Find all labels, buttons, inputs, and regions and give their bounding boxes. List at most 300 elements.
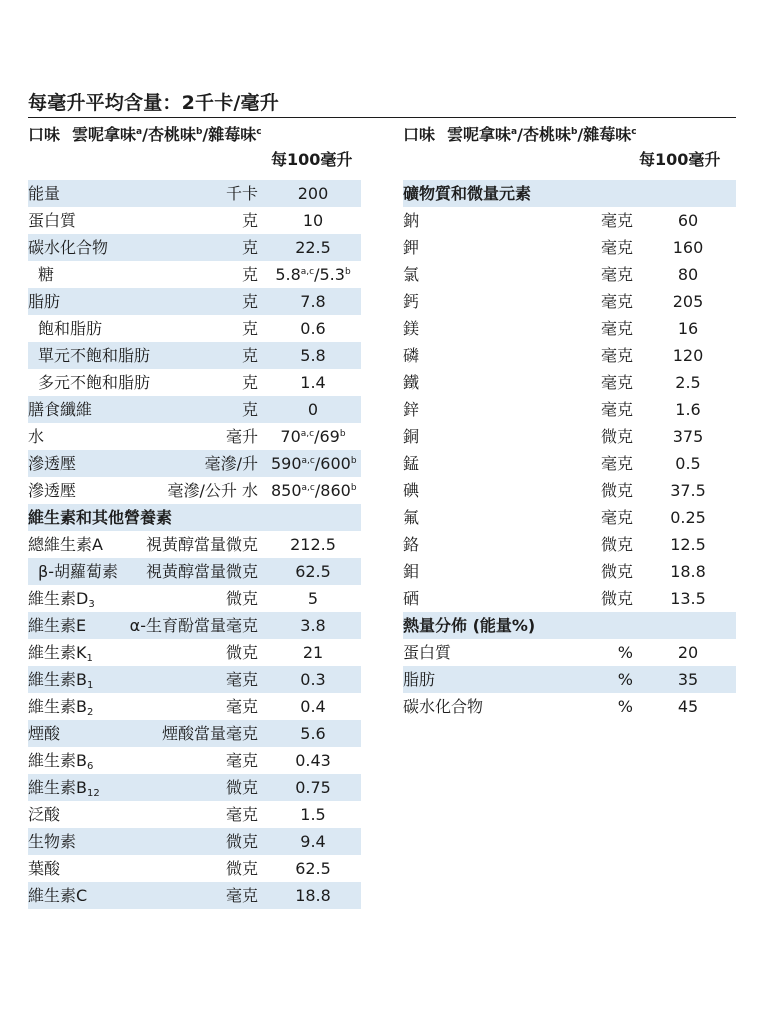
nutrient-row <box>28 855 361 882</box>
nutrient-value <box>646 531 730 558</box>
nutrient-name: 鈣 <box>403 292 420 311</box>
nutrient-value <box>271 261 355 288</box>
nutrient-label <box>403 288 419 315</box>
value-main: 1.5 <box>300 805 326 824</box>
value-footnote-b: b <box>344 267 351 277</box>
value-main: 375 <box>672 427 704 446</box>
nutrient-name: 氯 <box>403 265 420 284</box>
nutrient-name: 鉬 <box>403 562 420 581</box>
nutrient-value <box>646 288 730 315</box>
nutrient-name: 碳水化合物 <box>403 697 484 716</box>
nutrient-value <box>646 450 730 477</box>
nutrient-value <box>646 261 730 288</box>
nutrient-label <box>28 207 76 234</box>
nutrient-label <box>28 585 95 612</box>
value-main: 62.5 <box>295 562 331 581</box>
value-main: 0.43 <box>295 751 331 770</box>
nutrient-label <box>28 855 60 882</box>
nutrient-row <box>403 477 736 504</box>
nutrient-value <box>271 423 355 450</box>
nutrient-unit: 毫克 <box>225 751 258 770</box>
nutrient-row <box>403 315 736 342</box>
nutrient-value <box>271 180 355 207</box>
flavour-sup-b: b <box>570 127 578 137</box>
section-header-row <box>403 180 736 207</box>
nutrient-row <box>28 207 361 234</box>
nutrient-label <box>403 423 419 450</box>
nutrient-row <box>28 720 361 747</box>
nutrient-name: 硒 <box>403 589 420 608</box>
nutrient-label <box>403 477 419 504</box>
nutrient-subscript: 12 <box>86 788 100 799</box>
per-100ml-header: 每100毫升 <box>271 150 353 169</box>
nutrient-name: 維生素和其他營養素 <box>28 508 173 527</box>
nutrient-value <box>646 234 730 261</box>
nutrient-value <box>271 531 355 558</box>
nutrient-unit: 克 <box>241 211 258 230</box>
nutrient-row <box>28 558 361 585</box>
nutrient-row <box>28 693 361 720</box>
nutrient-row <box>28 774 361 801</box>
left-rows <box>28 180 361 909</box>
nutrient-unit: 微克 <box>600 562 633 581</box>
nutrient-value <box>271 828 355 855</box>
nutrient-value <box>271 288 355 315</box>
right-rows <box>403 180 736 720</box>
flavour-prefix: 口味 <box>403 125 436 144</box>
nutrient-label <box>403 558 419 585</box>
nutrient-name: 維生素B <box>28 697 87 716</box>
value-footnote-a-c: a,c <box>301 456 315 466</box>
nutrient-label <box>28 477 76 504</box>
nutrient-unit: 微克 <box>600 481 633 500</box>
nutrient-unit: 視黃醇當量微克 <box>145 562 258 581</box>
flavour-apricot: /杏桃味 <box>142 125 196 144</box>
nutrient-subscript: 6 <box>86 761 94 772</box>
nutrient-row <box>28 315 361 342</box>
nutrient-row <box>403 639 736 666</box>
value-main: 0.5 <box>675 454 701 473</box>
nutrient-label <box>403 504 419 531</box>
value-main: 0.3 <box>300 670 326 689</box>
nutrient-unit: 微克 <box>600 535 633 554</box>
nutrient-name: 熱量分佈 (能量%) <box>403 616 536 635</box>
nutrient-unit: 克 <box>241 319 258 338</box>
nutrient-label <box>28 288 60 315</box>
nutrient-name: 鈉 <box>403 211 420 230</box>
flavour-sup-c: c <box>631 127 637 137</box>
nutrient-label <box>28 801 60 828</box>
nutrient-name: 錳 <box>403 454 420 473</box>
nutrient-value <box>646 666 730 693</box>
value-main: 9.4 <box>300 832 326 851</box>
nutrient-label <box>403 612 535 639</box>
nutrient-name: 維生素K <box>28 643 87 662</box>
value-footnote-a-c: a,c <box>301 483 315 493</box>
value-alt: /600 <box>314 454 351 473</box>
nutrient-row <box>28 369 361 396</box>
nutrient-value <box>646 477 730 504</box>
nutrient-unit: 毫克 <box>600 238 633 257</box>
value-main: 5 <box>307 589 319 608</box>
nutrient-name: 能量 <box>28 184 61 203</box>
value-alt: /860 <box>314 481 351 500</box>
nutrient-unit: 微克 <box>600 589 633 608</box>
nutrient-label <box>28 423 44 450</box>
nutrient-label <box>28 612 86 639</box>
value-main: 160 <box>672 238 704 257</box>
value-main: 120 <box>672 346 704 365</box>
nutrient-name: 銅 <box>403 427 420 446</box>
nutrient-unit: % <box>617 643 633 662</box>
nutrient-unit: 毫克 <box>600 319 633 338</box>
nutrient-subscript: 2 <box>86 707 94 718</box>
nutrient-value <box>271 774 355 801</box>
nutrient-label <box>28 720 60 747</box>
nutrient-row <box>403 396 736 423</box>
nutrient-name: 維生素E <box>28 616 87 635</box>
value-footnote-b: b <box>350 456 357 466</box>
value-main: 200 <box>297 184 329 203</box>
nutrient-unit: % <box>617 697 633 716</box>
nutrient-value <box>646 693 730 720</box>
nutrient-name: 總維生素A <box>28 535 103 554</box>
nutrient-row <box>28 234 361 261</box>
nutrient-unit: 毫克 <box>600 400 633 419</box>
nutrient-label <box>28 504 172 531</box>
nutrient-name: 鋅 <box>403 400 420 419</box>
nutrient-row <box>28 585 361 612</box>
value-main: 2.5 <box>675 373 701 392</box>
nutrient-unit: 視黃醇當量微克 <box>145 535 258 554</box>
nutrient-row <box>28 747 361 774</box>
per-100ml-header: 每100毫升 <box>639 150 721 169</box>
nutrient-value <box>646 639 730 666</box>
nutrient-value <box>271 666 355 693</box>
nutrient-label <box>403 234 419 261</box>
page-title: 每毫升平均含量：2千卡/毫升 <box>28 92 279 114</box>
nutrient-label <box>403 261 419 288</box>
value-main: 22.5 <box>295 238 331 257</box>
value-main: 21 <box>302 643 324 662</box>
nutrient-name: 滲透壓 <box>28 481 77 500</box>
value-main: 5.8 <box>300 346 326 365</box>
nutrient-name: 鐵 <box>403 373 420 392</box>
nutrient-name: 糖 <box>38 265 55 284</box>
nutrient-label <box>403 666 435 693</box>
nutrient-value <box>646 585 730 612</box>
nutrient-label <box>28 828 76 855</box>
nutrient-name: 泛酸 <box>28 805 61 824</box>
nutrient-name: 生物素 <box>28 832 77 851</box>
nutrient-unit: 克 <box>241 292 258 311</box>
nutrient-label <box>38 558 118 585</box>
nutrient-name: 維生素B <box>28 778 87 797</box>
value-main: 0.6 <box>300 319 326 338</box>
nutrient-row <box>403 369 736 396</box>
nutrient-row <box>28 423 361 450</box>
nutrient-value <box>646 423 730 450</box>
nutrient-row <box>28 639 361 666</box>
nutrient-label <box>403 180 531 207</box>
nutrient-unit: 克 <box>241 373 258 392</box>
value-main: 0.4 <box>300 697 326 716</box>
nutrient-row <box>28 801 361 828</box>
value-main: 850 <box>271 481 302 500</box>
value-main: 7.8 <box>300 292 326 311</box>
nutrient-row <box>403 504 736 531</box>
nutrient-label <box>403 639 451 666</box>
value-main: 13.5 <box>670 589 706 608</box>
right-table <box>403 122 736 720</box>
nutrient-name: 碘 <box>403 481 420 500</box>
nutrient-name: 滲透壓 <box>28 454 77 473</box>
nutrient-unit: 毫克 <box>600 265 633 284</box>
nutrient-label <box>28 693 93 720</box>
nutrient-row <box>28 396 361 423</box>
nutrient-label <box>403 450 419 477</box>
nutrient-name: 脂肪 <box>28 292 61 311</box>
nutrient-name: 葉酸 <box>28 859 61 878</box>
nutrient-label <box>403 369 419 396</box>
value-main: 20 <box>677 643 699 662</box>
nutrient-row <box>28 450 361 477</box>
nutrient-row <box>28 477 361 504</box>
nutrient-unit: 毫克 <box>225 805 258 824</box>
nutrient-unit: 毫升 <box>225 427 258 446</box>
nutrient-value <box>646 342 730 369</box>
value-main: 62.5 <box>295 859 331 878</box>
nutrient-row <box>403 585 736 612</box>
value-main: 12.5 <box>670 535 706 554</box>
nutrient-unit: 微克 <box>225 859 258 878</box>
nutrient-value <box>271 369 355 396</box>
value-main: 590 <box>271 454 302 473</box>
value-footnote-a-c: a,c <box>300 267 315 277</box>
nutrient-value <box>271 558 355 585</box>
nutrient-label <box>403 207 419 234</box>
nutrient-unit: 毫滲/升 <box>204 454 258 473</box>
nutrient-name: 脂肪 <box>403 670 436 689</box>
value-main: 0 <box>307 400 319 419</box>
nutrient-unit: 毫克 <box>600 346 633 365</box>
nutrient-row <box>403 207 736 234</box>
value-main: 1.4 <box>300 373 326 392</box>
value-main: 80 <box>677 265 699 284</box>
nutrient-row <box>403 261 736 288</box>
flavour-sup-a: a <box>136 127 143 137</box>
nutrient-value <box>646 504 730 531</box>
nutrient-name: 氟 <box>403 508 420 527</box>
nutrient-label <box>28 531 103 558</box>
title-divider <box>28 117 736 118</box>
nutrient-row <box>403 531 736 558</box>
nutrient-name: 單元不飽和脂肪 <box>38 346 151 365</box>
nutrient-unit: 毫克 <box>225 670 258 689</box>
value-main: 35 <box>677 670 699 689</box>
nutrient-name: 碳水化合物 <box>28 238 109 257</box>
nutrient-unit: 毫克 <box>600 508 633 527</box>
nutrient-unit: 微克 <box>225 778 258 797</box>
nutrient-name: 膳食纖維 <box>28 400 93 419</box>
nutrient-unit: 毫克 <box>600 373 633 392</box>
flavour-vanilla: 雲呢拿味 <box>72 125 137 144</box>
nutrient-name: 鉀 <box>403 238 420 257</box>
nutrient-row <box>28 261 361 288</box>
nutrient-name: 鉻 <box>403 535 420 554</box>
nutrient-name: 水 <box>28 427 45 446</box>
nutrient-unit: 毫克 <box>600 211 633 230</box>
nutrient-label <box>28 666 93 693</box>
nutrient-unit: 煙酸當量毫克 <box>161 724 258 743</box>
value-main: 45 <box>677 697 699 716</box>
nutrient-value <box>271 315 355 342</box>
nutrient-value <box>271 450 355 477</box>
nutrient-name: 蛋白質 <box>28 211 77 230</box>
nutrient-row <box>403 450 736 477</box>
nutrient-label <box>28 180 60 207</box>
nutrient-subscript: 3 <box>88 599 95 610</box>
nutrient-label <box>403 396 419 423</box>
nutrient-label <box>403 693 483 720</box>
nutrient-unit: 毫克 <box>600 454 633 473</box>
nutrient-unit: 微克 <box>225 832 258 851</box>
nutrient-row <box>403 666 736 693</box>
nutrient-label <box>403 315 419 342</box>
value-footnote-a-c: a,c <box>300 429 315 439</box>
nutrient-value <box>271 882 355 909</box>
nutrient-label <box>28 396 92 423</box>
nutrient-value <box>271 342 355 369</box>
nutrient-label <box>403 531 419 558</box>
nutrient-name: 維生素C <box>28 886 88 905</box>
nutrient-row <box>403 342 736 369</box>
nutrient-name: 多元不飽和脂肪 <box>38 373 151 392</box>
nutrient-row <box>403 693 736 720</box>
nutrient-unit: 毫滲/公升 水 <box>167 481 258 500</box>
value-footnote-b: b <box>339 429 346 439</box>
nutrient-unit: 毫克 <box>225 697 258 716</box>
nutrient-label <box>28 882 87 909</box>
nutrient-row <box>403 558 736 585</box>
value-footnote-b: b <box>350 483 357 493</box>
nutrient-label <box>28 639 93 666</box>
nutrient-unit: 千卡 <box>225 184 258 203</box>
nutrient-name: 維生素B <box>28 751 87 770</box>
section-header-row <box>403 612 736 639</box>
nutrient-unit: α-生育酚當量毫克 <box>129 616 258 635</box>
nutrient-unit: 微克 <box>600 427 633 446</box>
value-main: 60 <box>677 211 699 230</box>
nutrient-row <box>403 234 736 261</box>
nutrient-unit: 微克 <box>225 643 258 662</box>
nutrient-label <box>28 450 76 477</box>
flavour-vanilla: 雲呢拿味 <box>447 125 512 144</box>
nutrient-value <box>271 639 355 666</box>
nutrient-name: 鎂 <box>403 319 420 338</box>
value-main: 5.6 <box>300 724 326 743</box>
nutrient-value <box>271 477 355 504</box>
value-main: 37.5 <box>670 481 706 500</box>
nutrient-unit: 毫克 <box>225 886 258 905</box>
nutrient-label <box>28 234 108 261</box>
value-alt: /69 <box>314 427 340 446</box>
nutrient-value <box>271 585 355 612</box>
nutrient-row <box>28 666 361 693</box>
nutrient-unit: 克 <box>241 238 258 257</box>
flavour-sup-b: b <box>195 127 203 137</box>
nutrient-value <box>271 747 355 774</box>
value-main: 70 <box>280 427 301 446</box>
nutrient-row <box>28 612 361 639</box>
flavour-berry: /雜莓味 <box>202 125 257 144</box>
nutrient-row <box>403 288 736 315</box>
nutrient-unit: % <box>617 670 633 689</box>
flavour-header <box>28 122 361 147</box>
nutrient-row <box>28 531 361 558</box>
nutrient-name: 飽和脂肪 <box>38 319 103 338</box>
nutrient-label <box>403 342 419 369</box>
value-main: 18.8 <box>295 886 331 905</box>
nutrient-label <box>28 747 93 774</box>
value-main: 205 <box>672 292 704 311</box>
nutrient-name: β-胡蘿蔔素 <box>38 562 118 581</box>
left-table <box>28 122 361 909</box>
nutrient-label <box>28 774 100 801</box>
nutrient-value <box>271 396 355 423</box>
nutrient-value <box>646 207 730 234</box>
nutrient-value <box>271 855 355 882</box>
nutrient-value <box>271 207 355 234</box>
flavour-berry: /雜莓味 <box>577 125 632 144</box>
value-main: 1.6 <box>675 400 701 419</box>
nutrient-subscript: 1 <box>86 680 94 691</box>
nutrient-unit: 克 <box>241 265 258 284</box>
nutrient-subscript: 1 <box>86 653 93 664</box>
nutrient-label <box>38 369 150 396</box>
nutrient-name: 維生素B <box>28 670 87 689</box>
nutrient-unit: 克 <box>241 400 258 419</box>
nutrient-value <box>271 720 355 747</box>
value-main: 212.5 <box>290 535 336 554</box>
nutrient-label <box>38 342 150 369</box>
nutrient-row <box>28 180 361 207</box>
nutrient-value <box>271 612 355 639</box>
nutrient-name: 蛋白質 <box>403 643 452 662</box>
value-main: 3.8 <box>300 616 326 635</box>
nutrient-label <box>38 261 54 288</box>
value-main: 16 <box>677 319 699 338</box>
nutrient-name: 煙酸 <box>28 724 61 743</box>
nutrient-row <box>28 882 361 909</box>
flavour-header <box>403 122 736 147</box>
nutrient-value <box>646 369 730 396</box>
nutrient-value <box>646 315 730 342</box>
flavour-sup-a: a <box>511 127 518 137</box>
section-header-row <box>28 504 361 531</box>
nutrient-row <box>28 288 361 315</box>
value-main: 0.75 <box>295 778 331 797</box>
value-main: 5.8 <box>275 265 301 284</box>
nutrient-name: 礦物質和微量元素 <box>403 184 532 203</box>
nutrient-name: 維生素D <box>28 589 89 608</box>
value-main: 18.8 <box>670 562 706 581</box>
value-main: 10 <box>302 211 324 230</box>
nutrient-value <box>271 693 355 720</box>
flavour-apricot: /杏桃味 <box>517 125 571 144</box>
nutrient-unit: 微克 <box>225 589 258 608</box>
nutrient-row <box>28 828 361 855</box>
